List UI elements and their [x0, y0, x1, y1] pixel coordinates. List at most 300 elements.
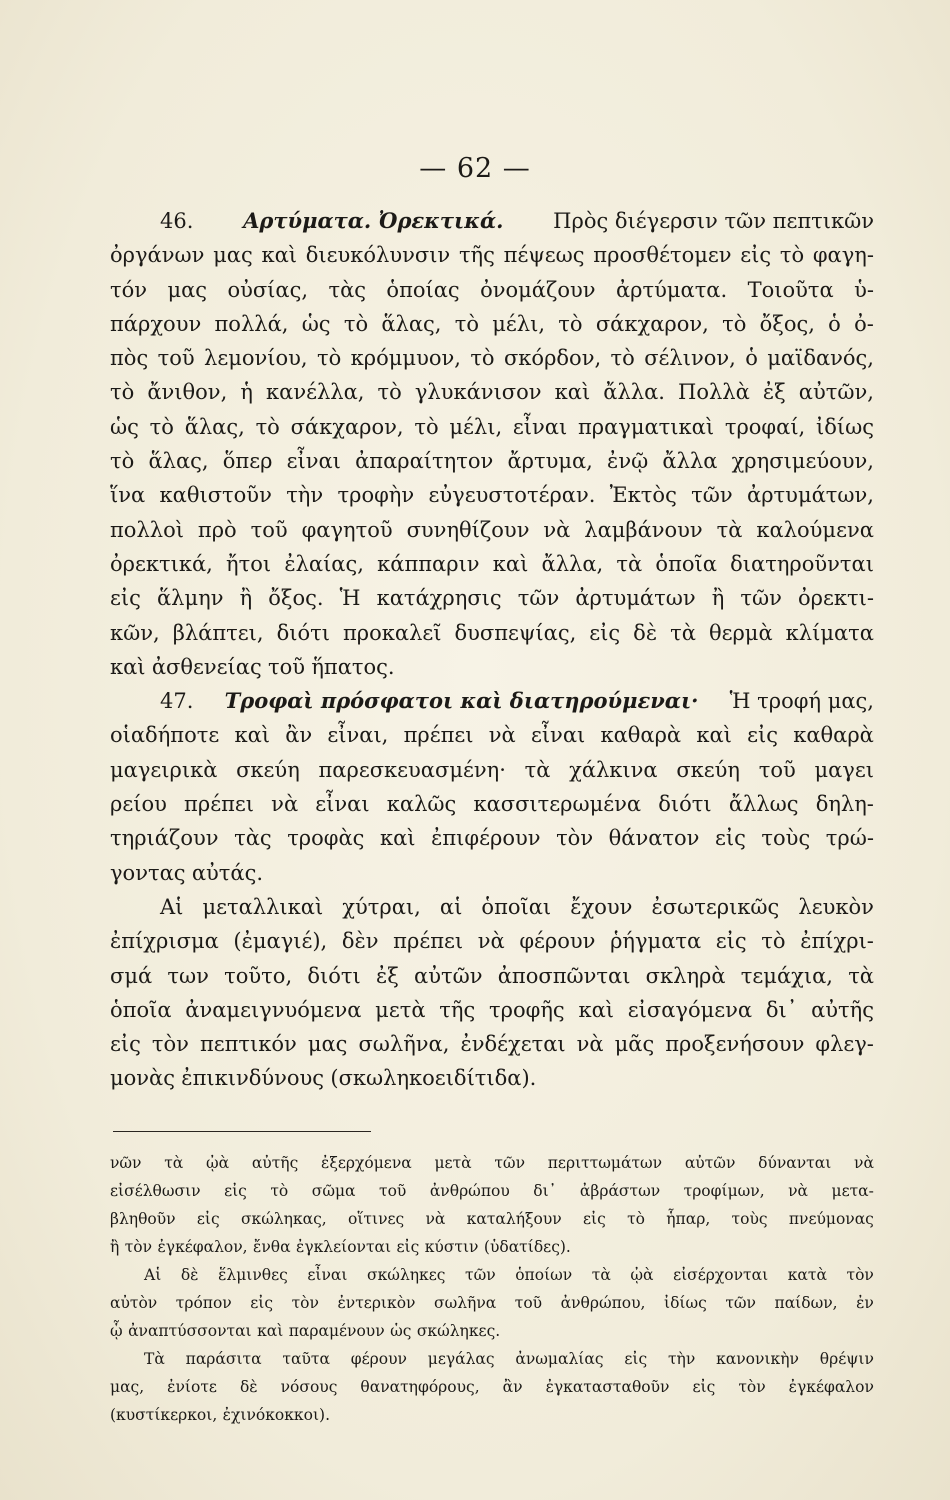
word: παρεσκευασμένη· [318, 757, 506, 782]
word: σῶμα [311, 1182, 356, 1200]
section-number: 47. [160, 689, 194, 714]
word: κάππαριν [377, 551, 480, 576]
word: εἰς [250, 1294, 274, 1312]
word: βληθοῦν [110, 1210, 176, 1228]
footnote-line [110, 1149, 874, 1177]
word: ἐγκατασταθοῦν [545, 1378, 670, 1396]
text-line [110, 204, 874, 238]
word: ὀ- [854, 311, 874, 336]
word: ἐπίχρισμα [110, 929, 219, 954]
word: ὁποῖα [110, 997, 172, 1022]
word: νῶν [110, 1154, 142, 1172]
word: κῶν, [110, 620, 160, 645]
word: οἵτινες [348, 1210, 405, 1228]
word: μας [167, 277, 208, 302]
word: μονὰς [110, 1066, 175, 1091]
word: ὁποίας [386, 277, 460, 302]
text-span: Πρὸς διέγερσιν τῶν πεπτικῶν [553, 209, 874, 233]
word: εἶναι [307, 1266, 348, 1284]
footnote-line [110, 1345, 874, 1373]
word: τοῦτο, [224, 963, 293, 988]
footnote-line [110, 1317, 874, 1345]
word: ἐχινόκοκκοι). [222, 1406, 330, 1424]
word: τὸ [255, 414, 280, 439]
word: σκόρδον, [503, 346, 602, 371]
word: καὶ [110, 654, 146, 679]
word: σκώληκες. [416, 1322, 501, 1340]
word: καθαρὰ [600, 723, 682, 748]
word: τοῦ [250, 517, 288, 542]
word: κανέλλα, [266, 380, 365, 405]
word: διότι [658, 792, 712, 817]
word: δυσπεψίας, [454, 620, 577, 645]
word: τὸ [149, 414, 174, 439]
word: ἅλας, [381, 311, 442, 336]
footnote-line [110, 1261, 874, 1289]
word: τοὺς [761, 826, 811, 851]
word: εἰς [624, 1350, 648, 1368]
word: δι᾽ [533, 1182, 557, 1200]
word: φαγητοῦ [301, 517, 393, 542]
word: τὸν [151, 1032, 189, 1057]
word: καὶ [380, 826, 416, 851]
word: εἰς [582, 1210, 606, 1228]
word: σμά [110, 963, 153, 988]
word: ὀρεκτικά, [110, 551, 213, 576]
word: ἀσθενείας [151, 654, 262, 679]
word: τὸν [124, 1238, 153, 1256]
word: νὰ [788, 1182, 809, 1200]
word: ὀργάνων [110, 243, 205, 268]
word: τοῦ [379, 1182, 407, 1200]
word: τὸ [317, 346, 342, 371]
word: αἱ [439, 894, 463, 919]
word: σέλινον, [644, 346, 736, 371]
text-line [110, 444, 874, 478]
word: παίδων, [774, 1294, 838, 1312]
word: τὸ [779, 243, 805, 268]
word: νόσους [280, 1378, 338, 1396]
section-heading: Τροφαὶ πρόσφατοι καὶ διατηρούμεναι· [224, 688, 699, 714]
word: προκαλεῖ [342, 620, 442, 645]
word: διατηροῦνται [730, 551, 874, 576]
word: τὰ [716, 517, 743, 542]
word: μας [213, 243, 253, 268]
word: ἕλμινθες [218, 1266, 288, 1284]
word: οὐσίας, [227, 277, 309, 302]
word: ἐντερικὸν [337, 1294, 416, 1312]
word: μαγειρικὰ [110, 757, 218, 782]
word: καὶ [234, 723, 270, 748]
word: αὐτὸν [110, 1294, 158, 1312]
word: πρέπει [403, 723, 474, 748]
word: των [167, 963, 209, 988]
word: γλυκάνισον [414, 380, 542, 405]
word: σκώληκες [367, 1266, 446, 1284]
word: σάκχαρον, [595, 311, 709, 336]
word: δύνανται [758, 1154, 832, 1172]
word: ἐν [856, 1294, 874, 1312]
word: εἰς [196, 1210, 220, 1228]
word: τὰ [616, 551, 643, 576]
word: ἡ [240, 380, 253, 405]
word: ᾠὰ [206, 1154, 230, 1172]
word: ἥπατος. [311, 654, 395, 679]
word: λεμονίου, [204, 346, 308, 371]
text-line [110, 753, 874, 787]
word: θερμὰ [708, 620, 773, 645]
word: ἀναπτύσσονται [128, 1322, 252, 1340]
word: ᾠὰ [630, 1266, 654, 1284]
word: κύστιν [424, 1238, 479, 1256]
word: ἔνθα [253, 1238, 291, 1256]
word: λευκὸν [798, 894, 874, 919]
word: ἢ [239, 586, 253, 611]
word: παραμένουν [288, 1322, 385, 1340]
word: εἰσέρχονται [673, 1266, 769, 1284]
word: πρέπει [393, 929, 464, 954]
word: εἶναι [286, 449, 341, 474]
word: εἰς [715, 929, 747, 954]
word: κατάχρησις [376, 586, 502, 611]
word: ἀπαραίτητον [355, 449, 494, 474]
word: ἐνίοτε [167, 1378, 217, 1396]
word: ἐγκέφαλον [788, 1378, 874, 1396]
word: τὸ [343, 311, 369, 336]
word: τροφίμων, [683, 1182, 765, 1200]
word: ἐπίχρι- [800, 929, 874, 954]
word: ἄλλα. [603, 380, 665, 405]
word: εἰς [740, 243, 772, 268]
word: ὅπερ [222, 449, 273, 474]
word: ἀποσπῶνται [497, 963, 631, 988]
word: (ὑδατίδες). [483, 1238, 571, 1256]
word: ἅλας, [184, 414, 245, 439]
text-line [110, 547, 874, 581]
word: πέψεως [503, 243, 585, 268]
text-line [110, 650, 874, 684]
word: ἰδίως [664, 1294, 707, 1312]
word: ἤτοι [226, 551, 272, 576]
word: περιττωμάτων [547, 1154, 663, 1172]
word: τὰ [164, 1154, 184, 1172]
word: νὰ [576, 1032, 604, 1057]
word: τὰς [234, 826, 272, 851]
footnote-line [110, 1289, 874, 1317]
word: γοντας [110, 860, 186, 885]
word: καταλήξουν [466, 1210, 562, 1228]
word: λαμβάνουν [584, 517, 703, 542]
word: ἄλλα [662, 449, 718, 474]
word: νὰ [477, 929, 505, 954]
word: καὶ [261, 243, 297, 268]
word: ἢ [711, 586, 725, 611]
word: τρώ- [825, 826, 874, 851]
word: παράσιτα [185, 1350, 262, 1368]
word: πεπτικόν [199, 1032, 297, 1057]
word: σκώληκας, [240, 1210, 327, 1228]
word: τῆς [458, 243, 495, 268]
word: τρόπον [175, 1294, 232, 1312]
word: αὐτῆς [811, 997, 874, 1022]
word: εἶναι [530, 723, 586, 748]
word: εἰς [110, 1032, 141, 1057]
word: αὐτῶν, [798, 380, 874, 405]
word: Ἐκτὸς [609, 483, 677, 508]
footnotes [110, 1149, 874, 1429]
text-line [110, 478, 874, 512]
word: πρὸ [197, 517, 237, 542]
word: εἰς [110, 586, 141, 611]
word: Τὰ [144, 1350, 165, 1368]
word: ἀβράστων [579, 1182, 661, 1200]
word: μαγει [814, 757, 874, 782]
word: τὸ [110, 380, 135, 405]
word: προσθέτομεν [593, 243, 732, 268]
word: μαϊδανός, [767, 346, 874, 371]
word: καὶ [554, 380, 591, 405]
word: ὄξος, [759, 311, 815, 336]
main-text [110, 204, 874, 1096]
word: ἄλλως [728, 792, 799, 817]
word: καὶ [257, 1322, 284, 1340]
word: τὸ [470, 346, 495, 371]
word: οἱαδήποτε [110, 723, 220, 748]
word: εἰσέλθωσιν [110, 1182, 201, 1200]
word: τῶν [465, 1266, 496, 1284]
word: τοῦ [514, 1294, 543, 1312]
word: ὁ [828, 311, 841, 336]
word: αὐτῶν [684, 1154, 736, 1172]
word: ἅλμην [156, 586, 224, 611]
word: πνεύμονας [788, 1210, 874, 1228]
word: μετα- [831, 1182, 874, 1200]
text-line [110, 787, 874, 821]
word: συνηθίζουν [406, 517, 530, 542]
word: τὸ [610, 346, 635, 371]
word: τοῦ [758, 757, 796, 782]
word: τοῦ [157, 346, 195, 371]
word: (σκωληκοειδίτιδα). [330, 1066, 537, 1091]
text-line [110, 959, 874, 993]
word: ὁ [745, 346, 758, 371]
section-heading: Αρτύματα. Ὀρεκτικά. [243, 208, 504, 233]
word: τῶν [517, 586, 560, 611]
word: θανατηφόρους, [360, 1378, 480, 1396]
word: τὸ [627, 1210, 645, 1228]
footnote-line [110, 1205, 874, 1233]
word: αὐτῆς [251, 1154, 299, 1172]
word: μας, [110, 1378, 145, 1396]
word: διευκόλυνσιν [305, 243, 451, 268]
word: διότι [276, 620, 330, 645]
word: κατὰ [787, 1266, 827, 1284]
word: τὰ [591, 1266, 611, 1284]
word: Ἡ [339, 586, 361, 611]
word: αὐτῶν [414, 963, 483, 988]
word: τοῦ [268, 654, 306, 679]
word: τὸ [761, 929, 786, 954]
word: τὸν [846, 1266, 874, 1284]
word: ἧπαρ, [666, 1210, 711, 1228]
word: τὸ [377, 380, 402, 405]
text-line [110, 410, 874, 444]
text-line [110, 1061, 874, 1095]
word: εἰς [396, 1238, 420, 1256]
word: ἐξερχόμενα [321, 1154, 412, 1172]
word: μέλι, [449, 414, 503, 439]
word: καλῶς [386, 792, 457, 817]
word: τοὺς [731, 1210, 768, 1228]
text-line [110, 375, 874, 409]
word: ρείου [110, 792, 167, 817]
word: τροφὰς [287, 826, 365, 851]
word: σάκχαρον, [290, 414, 404, 439]
word: ἀρτυμάτων, [747, 483, 874, 508]
word: ἄρτυμα, [507, 449, 593, 474]
word: προξενήσουν [665, 1032, 805, 1057]
word: νὰ [543, 517, 571, 542]
text-line [110, 890, 874, 924]
word: ἐσωτερικῶς [651, 894, 780, 919]
word: ἐγκέφαλον, [157, 1238, 248, 1256]
word: τόν [110, 277, 148, 302]
word: καὶ [696, 723, 732, 748]
word: τὸ [270, 1182, 289, 1200]
word: καὶ [492, 551, 529, 576]
text-line [110, 924, 874, 958]
text-line [110, 856, 874, 890]
word: διότι [307, 963, 361, 988]
word: ὁποίων [515, 1266, 573, 1284]
text-line [110, 238, 874, 272]
word: πολλά, [214, 311, 289, 336]
word: χύτραι, [342, 894, 421, 919]
word: τὸ [414, 414, 439, 439]
word: τῶν [494, 1154, 525, 1172]
word: χρησιμεύουν, [731, 449, 874, 474]
footnote-line [110, 1373, 874, 1401]
word: δι᾽ [765, 997, 798, 1022]
word: τῶν [691, 483, 733, 508]
word: τῶν [725, 1294, 756, 1312]
word: ἄνιθον, [147, 380, 228, 405]
word: ἀνθρώπου [429, 1182, 510, 1200]
word: πάρχουν [110, 311, 202, 336]
word: σωλῆνα [433, 1294, 497, 1312]
word: νὰ [488, 723, 516, 748]
word: ἀρτύματα. [615, 277, 728, 302]
word: τὰς [328, 277, 367, 302]
word: Τοιοῦτα [747, 277, 834, 302]
word: χάλκινα [569, 757, 658, 782]
word: μεγάλας [427, 1350, 495, 1368]
word: ὡς [390, 1322, 412, 1340]
word: ὁποῖα [655, 551, 717, 576]
word: καθαρὰ [793, 723, 874, 748]
word: τὸν [738, 1378, 766, 1396]
word: εἰς [715, 826, 746, 851]
word: κανονικὴν [716, 1350, 799, 1368]
word: πραγματικαὶ [577, 414, 715, 439]
page-number: — 62 — [419, 153, 531, 184]
text-line [110, 718, 874, 752]
footnote-line [110, 1177, 874, 1205]
word: τῶν [740, 586, 782, 611]
word: ἐξ [375, 963, 399, 988]
word: μᾶς [614, 1032, 655, 1057]
word: ἔχουν [570, 894, 633, 919]
word: δὲ [180, 1266, 199, 1284]
word: τῆς [439, 997, 476, 1022]
section-number: 46. [160, 209, 194, 233]
word: μέλι, [492, 311, 546, 336]
word: νὰ [425, 1210, 446, 1228]
word: ῥήγματα [610, 929, 702, 954]
text-line [110, 581, 874, 615]
word: κρόμμυον, [350, 346, 461, 371]
word: εἰσαγόμενα [627, 997, 753, 1022]
word: ὁποῖαι [481, 894, 552, 919]
word: ἐνδέχεται [460, 1032, 566, 1057]
word: ἐνῷ [607, 449, 649, 474]
word: τεμάχια, [740, 963, 833, 988]
word: ᾧ [110, 1322, 123, 1340]
text-line [110, 341, 874, 375]
word: ἢ [110, 1238, 120, 1256]
word: ὡς [301, 311, 331, 336]
word: εἶναι [512, 414, 568, 439]
word: σκληρὰ [645, 963, 726, 988]
word: ἀρτυμάτων [575, 586, 696, 611]
word: εἶναι, [327, 723, 389, 748]
word: τὰ [524, 757, 551, 782]
word: τηριάζουν [110, 826, 219, 851]
footnote-line [110, 1233, 874, 1261]
word: μετὰ [375, 997, 426, 1022]
word: ὡς [110, 414, 139, 439]
word: καλούμενα [756, 517, 874, 542]
word: ἵνα [110, 483, 146, 508]
word: ἄλλα, [541, 551, 604, 576]
word: φλεγ- [815, 1032, 874, 1057]
text-line [110, 821, 874, 855]
word: ἰδίως [816, 414, 874, 439]
text-line [110, 684, 874, 718]
word: ἐλαίας, [284, 551, 364, 576]
word: ἅλας, [148, 449, 209, 474]
word: ἂν [285, 723, 313, 748]
word: σκεύη [236, 757, 300, 782]
word: δὲ [239, 1378, 258, 1396]
word: πρέπει [184, 792, 254, 817]
word: τὸ [722, 311, 747, 336]
word: τροφαί, [724, 414, 806, 439]
word: ὑ- [854, 277, 874, 302]
word: μετὰ [434, 1154, 472, 1172]
footnote-line [110, 1401, 874, 1429]
word: τὸν [291, 1294, 319, 1312]
word: πὸς [110, 346, 149, 371]
word: τροφὴν [337, 483, 415, 508]
word: ἂν [502, 1378, 523, 1396]
word: τὸ [454, 311, 480, 336]
word: δὲ [633, 620, 658, 645]
word: ἀναμειγνυόμενα [185, 997, 362, 1022]
word: τὴν [286, 483, 324, 508]
word: θάνατον [608, 826, 700, 851]
word: τὸ [558, 311, 583, 336]
